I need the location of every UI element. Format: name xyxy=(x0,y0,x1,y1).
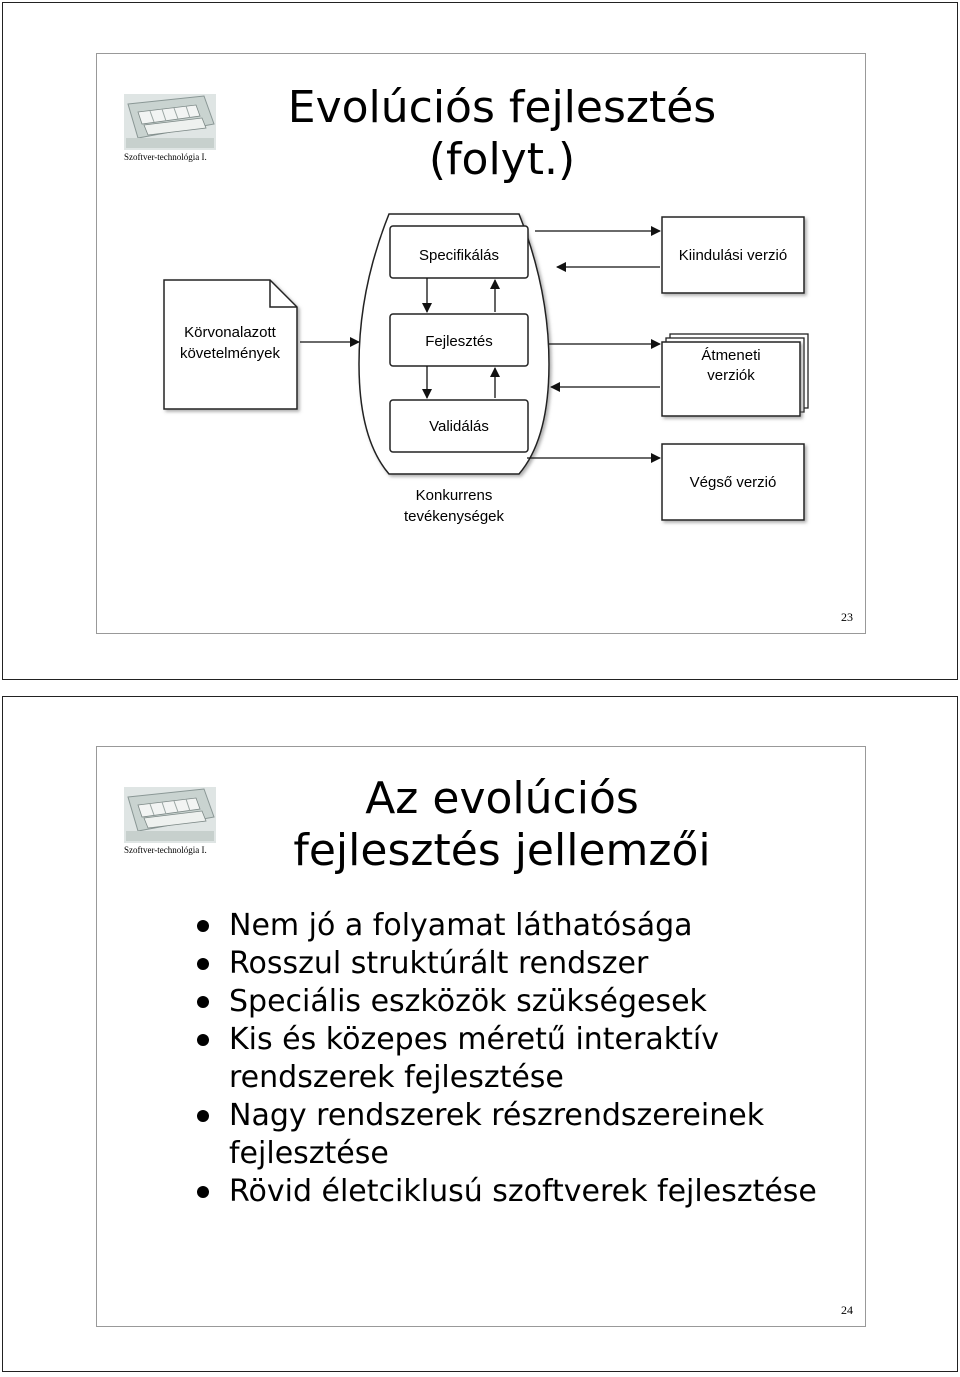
development-box xyxy=(390,314,528,366)
bullet-icon xyxy=(197,1034,209,1046)
requirements-document xyxy=(164,280,297,409)
evolutionary-process-diagram xyxy=(97,54,865,614)
list-item-text: Nem jó a folyamat láthatósága xyxy=(229,908,693,943)
validation-box xyxy=(390,400,528,452)
list-item xyxy=(191,1173,831,1211)
logo-caption: Szoftver-technológia I. xyxy=(124,845,207,855)
course-logo xyxy=(124,787,219,855)
slide-title xyxy=(247,773,757,877)
title-line-2: fejlesztés jellemzői xyxy=(293,825,711,876)
specification-label: Specifikálás xyxy=(418,247,500,264)
bullet-icon xyxy=(197,920,209,932)
title-line-2: (folyt.) xyxy=(428,134,576,185)
title-line-1: Az evolúciós xyxy=(365,773,639,824)
list-item xyxy=(191,907,831,945)
page-frame-2 xyxy=(2,696,958,1372)
intermediate-versions-stack xyxy=(662,334,808,416)
list-item xyxy=(191,983,831,1021)
page-number: 23 xyxy=(841,610,853,624)
validation-label: Validálás xyxy=(429,418,489,435)
intermediate-versions-line-1: Átmeneti xyxy=(701,347,761,364)
list-item xyxy=(191,1097,831,1173)
keyboard-photo-icon xyxy=(124,787,216,843)
development-label: Fejlesztés xyxy=(425,333,493,350)
requirements-line-2: követelmények xyxy=(179,345,281,362)
concurrent-label-line-1: Konkurrens xyxy=(415,487,493,504)
bullet-icon xyxy=(197,996,209,1008)
final-version-box xyxy=(662,444,804,520)
bullet-icon xyxy=(197,958,209,970)
requirements-line-1: Körvonalazott xyxy=(184,324,276,341)
list-item-text: Rövid életciklusú szoftverek fejlesztése xyxy=(229,1174,817,1209)
intermediate-versions-line-2: verziók xyxy=(707,367,755,384)
list-item xyxy=(191,945,831,983)
list-item-text: Rosszul struktúrált rendszer xyxy=(229,946,649,981)
logo-caption: Szoftver-technológia I. xyxy=(124,152,207,162)
slide-24 xyxy=(96,746,866,1327)
title-line-1: Evolúciós fejlesztés xyxy=(287,82,717,133)
initial-version-label: Kiindulási verzió xyxy=(678,247,788,264)
list-item-text: Speciális eszközök szükségesek xyxy=(229,984,707,1019)
characteristics-list xyxy=(191,907,831,1211)
list-item-text: Kis és közepes méretű interaktív rendszerek fejlesztése xyxy=(229,1022,719,1095)
final-version-label: Végső verzió xyxy=(689,474,777,491)
specification-box xyxy=(390,226,528,278)
slide-23 xyxy=(96,53,866,634)
bullet-icon xyxy=(197,1110,209,1122)
list-item xyxy=(191,1021,831,1097)
concurrent-label-line-2: tevékenységek xyxy=(403,508,505,525)
bullet-icon xyxy=(197,1186,209,1198)
initial-version-box xyxy=(662,217,804,293)
list-item-text: Nagy rendszerek részrendszereinek fejlesztése xyxy=(229,1098,765,1171)
page-frame-1 xyxy=(2,2,958,680)
page-number: 24 xyxy=(841,1303,853,1317)
